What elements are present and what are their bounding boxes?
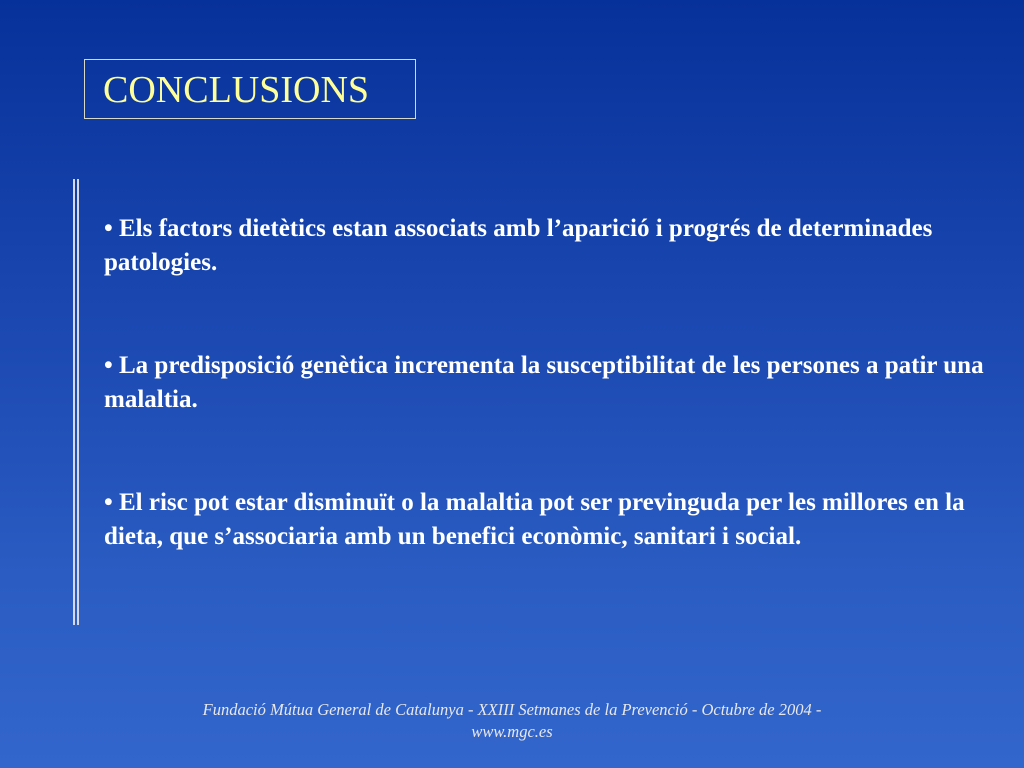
- footer-line-1: Fundació Mútua General de Catalunya - XXIII Setmanes de la Prevenció - Octubre de 2004 -: [202, 700, 822, 719]
- bullet-item-2: • La predisposició genètica incrementa la susceptibilitat de les persones a patir una malaltia.: [104, 352, 984, 413]
- bullet-item-1: • Els factors dietètics estan associats amb l’aparició i progrés de determinades patologies.: [104, 215, 933, 276]
- vertical-divider: [73, 179, 79, 625]
- title-box: [84, 59, 416, 119]
- footer: [112, 699, 912, 743]
- bullet-item-3: • El risc pot estar disminuït o la malaltia pot ser previnguda per les millores en la dieta, que s’associaria amb un benefici econòmic, sanitari i social.: [104, 489, 965, 550]
- footer-url: www.mgc.es: [471, 722, 553, 741]
- slide-title: CONCLUSIONS: [103, 69, 370, 111]
